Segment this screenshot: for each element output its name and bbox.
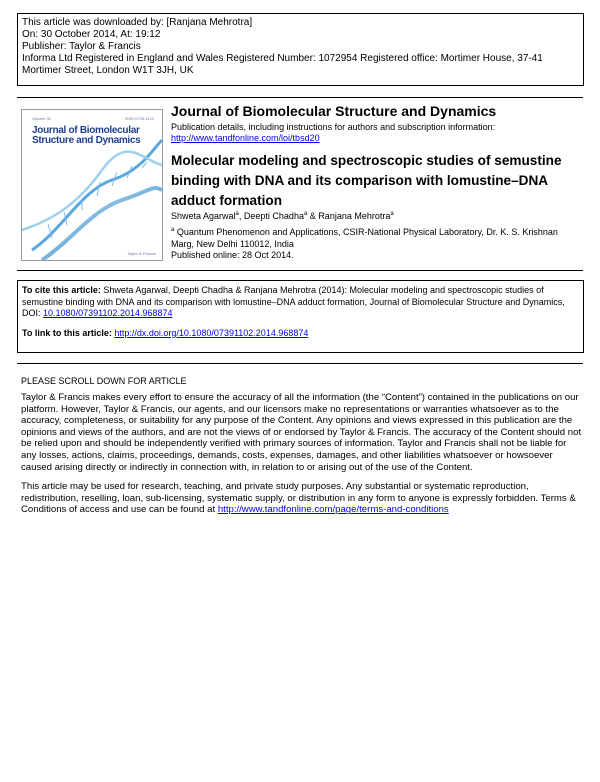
link-paragraph — [22, 328, 579, 340]
citation-box — [17, 280, 584, 353]
cover-title-line2: Structure and Dynamics — [32, 135, 141, 146]
publication-details-text: Publication details, including instructions for authors and subscription information: — [171, 122, 496, 132]
cite-paragraph — [22, 285, 579, 320]
cover-issn: ISSN 0739-1102 — [124, 116, 154, 121]
terms-section — [21, 392, 584, 524]
download-date: On: 30 October 2014, At: 19:12 — [22, 29, 161, 41]
affiliation-text: Quantum Phenomenon and Applications, CSIR-National Physical Laboratory, Dr. K. S. Krishnan Marg, New Delhi 110012, India — [171, 227, 558, 249]
authors: Shweta Agarwal$^a$, Deepti Chadha$^a$ & Ranjana Mehrotra$^a$ — [171, 211, 394, 221]
article-url-link[interactable]: http://dx.doi.org/10.1080/07391102.2014.968874 — [114, 327, 309, 338]
author-1-sup: a — [235, 211, 239, 217]
cover-publisher-mark: Taylor & Francis — [127, 251, 156, 256]
terms-paragraph-2-text: This article may be used for research, teaching, and private study purposes. Any substantial or systematic reproduction, redistribution, reselling, loan, sub-licensing, systematic supply, or distribution in any form to anyone is expressly forbidden. Terms & Conditions of access and use can be found at — [21, 481, 576, 516]
journal-url-link[interactable]: http://www.tandfonline.com/loi/tbsd20 — [171, 133, 320, 143]
separator-bottom — [17, 363, 583, 364]
registration-info: Informa Ltd Registered in England and Wales Registered Number: 1072954 Registered office: Mortimer House, 37-41 Mortimer Street, London W1T 3JH, UK — [22, 53, 543, 77]
author-2: Deepti Chadha — [243, 211, 304, 221]
author-3-sup: a — [390, 211, 394, 217]
cover-small-text: Volume 32 — [32, 116, 51, 121]
journal-cover — [21, 109, 163, 261]
publisher: Publisher: Taylor & Francis — [22, 41, 141, 53]
doi-link[interactable]: 10.1080/07391102.2014.968874 — [43, 308, 173, 318]
published-online: Published online: 28 Oct 2014. — [171, 250, 294, 260]
affiliation — [171, 225, 571, 250]
author-1: Shweta Agarwal — [171, 211, 236, 221]
author-3: Ranjana Mehrotra — [318, 211, 391, 221]
terms-paragraph-1: Taylor & Francis makes every effort to ensure the accuracy of all the information (the “Content”) contained in the publications on our platform. However, Taylor & Francis, our agents, and our licensors make no representations or warranties whatsoever as to the accuracy, completeness, or suitability for any purpose of the Content. Any opinions and views expressed in this publication are the opinions and views of the authors, and are not the views of or endorsed by Taylor & Francis. The accuracy of the Content should not be relied upon and should be independently verified with primary sources of information. Taylor and Francis shall not be liable for any losses, actions, claims, proceedings, demands, costs, expenses, damages, and other liabilities whatsoever or howsoever caused arising directly or indirectly in connection with, in relation to or arising out of the use of the Content. — [21, 392, 582, 473]
journal-name: Journal of Biomolecular Structure and Dynamics — [171, 103, 497, 119]
separator-middle — [17, 270, 583, 271]
downloaded-by: This article was downloaded by: [Ranjana Mehrotra] — [22, 17, 253, 28]
cite-text: Shweta Agarwal, Deepti Chadha & Ranjana Mehrotra (2014): Molecular modeling and spectroscopic studies of semustine binding with DNA and its comparison with lomustine–DNA adduct formation, Journal of Biomolecular Structure and Dynamics, DOI: — [22, 285, 565, 318]
terms-paragraph-2 — [21, 481, 584, 516]
cover-title-line1: Journal of Biomolecular — [32, 125, 140, 136]
cite-label: To cite this article: — [22, 285, 101, 295]
article-title: Molecular modeling and spectroscopic studies of semustine binding with DNA and its comparison with lomustine–DNA adduct formation — [171, 153, 562, 208]
terms-conditions-link[interactable]: http://www.tandfonline.com/page/terms-and-conditions — [217, 504, 449, 516]
affiliation-sup: a — [171, 227, 175, 233]
download-info-box — [17, 13, 584, 86]
separator-top — [17, 97, 583, 98]
author-2-sup: a — [303, 211, 308, 217]
link-label: To link to this article: — [22, 327, 112, 338]
publication-details — [171, 122, 571, 144]
scroll-notice: PLEASE SCROLL DOWN FOR ARTICLE — [21, 376, 187, 386]
